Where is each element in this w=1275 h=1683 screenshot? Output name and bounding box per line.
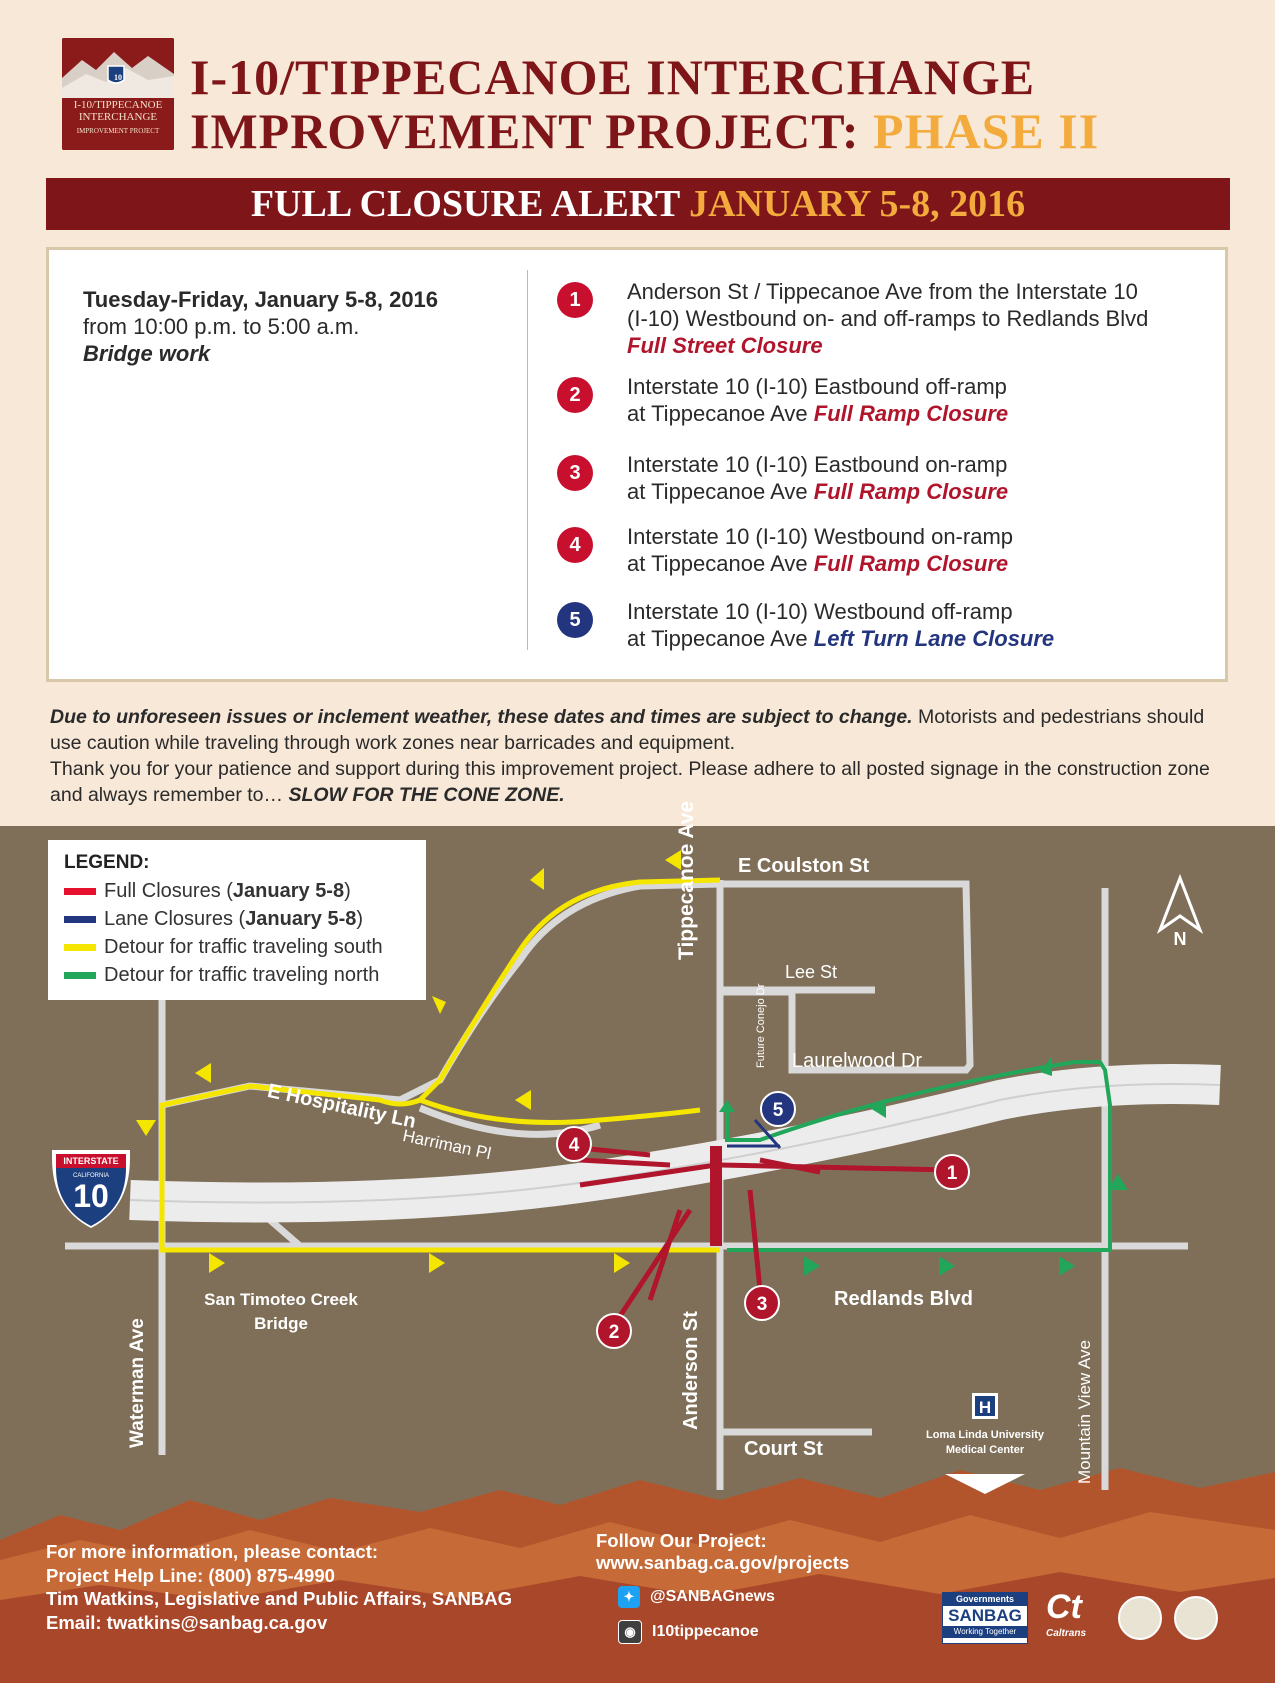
street-label-lee: Lee St <box>785 962 838 982</box>
street-label-conejo: Future Conejo Dr <box>755 983 767 1068</box>
twitter-bird-icon: ✦ <box>618 1586 640 1608</box>
closure-line-2: (I-10) Westbound on- and off-ramps to Redlands Blvd <box>627 306 1149 331</box>
column-divider <box>527 270 528 650</box>
page-title-line-1: I-10/TIPPECANOE INTERCHANGE <box>190 49 1036 105</box>
closure-line-2: at Tippecanoe Ave <box>627 401 808 426</box>
street-label-anderson: Anderson St <box>680 1311 702 1430</box>
shield-interstate-label: INTERSTATE <box>63 1156 119 1166</box>
street-label-coulston: E Coulston St <box>738 855 870 877</box>
instagram-camera-icon: ◉ <box>618 1620 642 1644</box>
project-logo <box>62 38 174 150</box>
street-label-hospitality: E Hospitality Ln <box>265 1080 418 1133</box>
alert-dates: JANUARY 5-8, 2016 <box>689 183 1026 225</box>
schedule-days: Tuesday-Friday, January 5-8, 2016 <box>83 287 439 312</box>
legend-swatch <box>64 888 96 895</box>
map-marker-2 <box>597 1314 631 1348</box>
marker-2-label: 2 <box>608 1322 620 1343</box>
marker-1-label: 1 <box>946 1163 958 1184</box>
hospital-label-line-2: Medical Center <box>945 1444 1025 1456</box>
hospital-label-line-1: Loma Linda University <box>926 1429 1044 1441</box>
street-label-court: Court St <box>744 1438 823 1460</box>
shield-number: 10 <box>73 1178 109 1214</box>
page-title-line-2 <box>190 104 1099 158</box>
closure-number-badge: 5 <box>557 602 593 638</box>
legend-item-south-detour: Detour for traffic traveling south <box>64 936 383 959</box>
map-legend <box>48 840 426 1000</box>
county-seal-icon <box>1174 1596 1218 1640</box>
map-marker-3 <box>745 1286 779 1320</box>
notice-caution: Motorists and pedestrians should use caution while traveling through work zones near barricades and equipment. <box>50 706 1205 754</box>
map-marker-1 <box>935 1155 969 1189</box>
notice-thanks: Thank you for your patience and support during this improvement project. Please adhere to all posted signage in the construction zone and always remember to… <box>50 758 1210 806</box>
closure-type: Full Ramp Closure <box>813 401 1009 426</box>
closure-type: Full Street Closure <box>627 333 823 358</box>
legend-item-north-detour: Detour for traffic traveling north <box>64 964 379 987</box>
closure-type: Left Turn Lane Closure <box>813 626 1055 651</box>
contact-helpline: Project Help Line: (800) 875-4990 <box>46 1564 335 1586</box>
city-seal-icon <box>1118 1596 1162 1640</box>
closure-info-box <box>46 247 1228 682</box>
closure-line-2: at Tippecanoe Ave <box>627 479 808 504</box>
closure-line-2: at Tippecanoe Ave <box>627 626 808 651</box>
closure-line-1: Interstate 10 (I-10) Eastbound on-ramp <box>627 452 1008 477</box>
notice-slogan: SLOW FOR THE CONE ZONE. <box>288 784 565 806</box>
logo-line-2: INTERCHANGE <box>78 111 158 123</box>
alert-label: FULL CLOSURE ALERT <box>250 183 680 225</box>
bridge-label-line-1: San Timoteo Creek <box>204 1290 358 1309</box>
logo-shield-number: 10 <box>114 73 122 82</box>
closure-number-badge: 4 <box>557 527 593 563</box>
closure-line-1: Interstate 10 (I-10) Eastbound off-ramp <box>627 374 1007 399</box>
hospital-icon <box>972 1393 998 1419</box>
legend-swatch <box>64 916 96 923</box>
street-label-laurelwood: Laurelwood Dr <box>792 1050 923 1072</box>
legend-swatch <box>64 972 96 979</box>
hospital-symbol: H <box>978 1398 992 1417</box>
closure-type: Full Ramp Closure <box>813 551 1009 576</box>
closure-number-badge: 2 <box>557 377 593 413</box>
title-phase: PHASE II <box>873 103 1100 159</box>
street-label-redlands: Redlands Blvd <box>834 1288 973 1310</box>
advisory-notice <box>50 704 1240 808</box>
closure-line-1: Interstate 10 (I-10) Westbound off-ramp <box>627 599 1013 624</box>
closure-number-badge: 3 <box>557 455 593 491</box>
street-label-waterman: Waterman Ave <box>127 1318 148 1448</box>
marker-5-label: 5 <box>772 1100 784 1121</box>
follow-project <box>596 1530 849 1574</box>
legend-item-lane-closures: Lane Closures (January 5-8) <box>64 908 363 931</box>
closure-line-2: at Tippecanoe Ave <box>627 551 808 576</box>
caltrans-logo-mark: Ct <box>1046 1588 1082 1626</box>
hospital-label <box>912 1428 1058 1458</box>
street-label-harriman: Harriman Pl <box>401 1126 493 1164</box>
closure-type: Full Ramp Closure <box>813 479 1009 504</box>
legend-swatch <box>64 944 96 951</box>
street-label-mountain-view: Mountain View Ave <box>1075 1340 1094 1484</box>
contact-info <box>46 1540 512 1634</box>
closure-line-1: Interstate 10 (I-10) Westbound on-ramp <box>627 524 1014 549</box>
north-label: N <box>1173 929 1187 949</box>
follow-url[interactable]: www.sanbag.ca.gov/projects <box>596 1552 850 1573</box>
contact-person: Tim Watkins, Legislative and Public Affairs, SANBAG <box>46 1588 513 1609</box>
title-main: IMPROVEMENT PROJECT: <box>190 103 860 159</box>
legend-title: LEGEND: <box>64 852 150 873</box>
bridge-label <box>200 1288 362 1336</box>
contact-title: For more information, please contact: <box>46 1541 379 1562</box>
contact-email[interactable]: Email: twatkins@sanbag.ca.gov <box>46 1611 328 1633</box>
legend-item-full-closures: Full Closures (January 5-8) <box>64 880 351 903</box>
marker-3-label: 3 <box>756 1294 768 1315</box>
closure-line-1: Anderson St / Tippecanoe Ave from the Interstate 10 <box>627 279 1138 304</box>
schedule-work: Bridge work <box>83 341 211 366</box>
logo-line-1: I-10/TIPPECANOE <box>73 99 163 111</box>
marker-4-label: 4 <box>568 1135 580 1156</box>
street-label-tippecanoe: Tippecanoe Ave <box>675 800 698 960</box>
sanbag-logo: Governments SANBAG Working Together <box>942 1592 1028 1644</box>
follow-title: Follow Our Project: <box>596 1530 767 1551</box>
bridge-label-line-2: Bridge <box>254 1314 308 1333</box>
map-marker-5 <box>761 1092 795 1126</box>
closure-alert-banner <box>46 178 1230 230</box>
shield-state-label: CALIFORNIA <box>72 1173 110 1179</box>
schedule-block <box>83 286 438 367</box>
caltrans-logo-name: Caltrans <box>1046 1628 1087 1639</box>
schedule-hours: from 10:00 p.m. to 5:00 a.m. <box>83 314 360 339</box>
instagram-handle[interactable]: ◉ I10tippecanoe <box>618 1620 759 1644</box>
logo-line-3: IMPROVEMENT PROJECT <box>76 127 160 135</box>
notice-warning: Due to unforeseen issues or inclement weather, these dates and times are subject to change. <box>50 706 913 728</box>
closure-number-badge: 1 <box>557 282 593 318</box>
twitter-handle[interactable]: ✦ @SANBAGnews <box>618 1586 775 1608</box>
map-marker-4 <box>557 1127 591 1161</box>
